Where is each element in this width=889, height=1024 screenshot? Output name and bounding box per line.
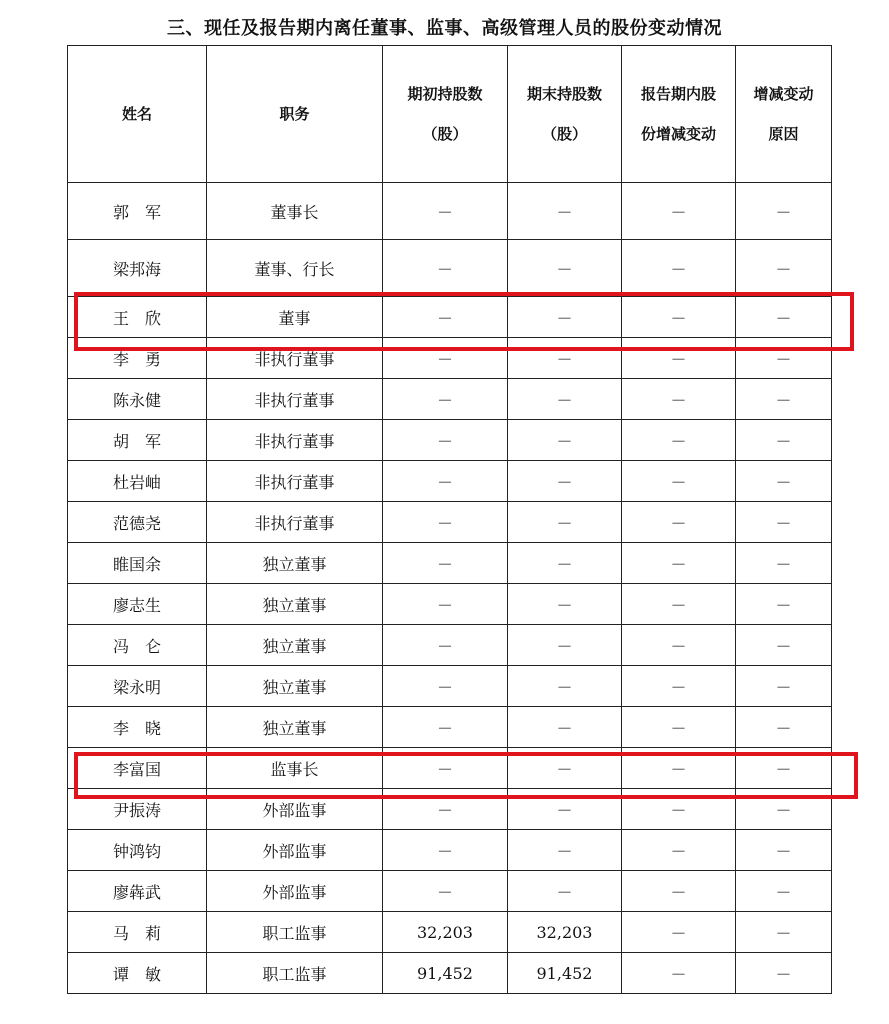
cell-opening-shares: － (383, 707, 508, 748)
cell-closing-shares: － (508, 297, 622, 338)
cell-change: － (622, 748, 736, 789)
cell-closing-shares: － (508, 748, 622, 789)
cell-reason: － (736, 240, 832, 297)
cell-opening-shares: － (383, 543, 508, 584)
table-row (68, 912, 832, 953)
cell-change: － (622, 461, 736, 502)
cell-name: 睢国余 (68, 543, 207, 584)
cell-change: － (622, 183, 736, 240)
cell-name: 马 莉 (68, 912, 207, 953)
cell-closing-shares: － (508, 240, 622, 297)
cell-change: － (622, 502, 736, 543)
cell-reason: － (736, 543, 832, 584)
cell-position: 外部监事 (207, 830, 383, 871)
table-row (68, 584, 832, 625)
cell-closing-shares: － (508, 543, 622, 584)
cell-reason: － (736, 953, 832, 994)
cell-name: 谭 敏 (68, 953, 207, 994)
cell-closing-shares: － (508, 625, 622, 666)
cell-position: 外部监事 (207, 871, 383, 912)
header-name: 姓名 (68, 46, 207, 183)
cell-position: 职工监事 (207, 912, 383, 953)
cell-change: － (622, 420, 736, 461)
cell-position: 非执行董事 (207, 461, 383, 502)
cell-opening-shares: － (383, 830, 508, 871)
cell-position: 外部监事 (207, 789, 383, 830)
cell-reason: － (736, 707, 832, 748)
cell-opening-shares: － (383, 461, 508, 502)
cell-change: － (622, 625, 736, 666)
cell-change: － (622, 953, 736, 994)
cell-name: 李富国 (68, 748, 207, 789)
cell-name: 梁邦海 (68, 240, 207, 297)
cell-closing-shares: 32,203 (508, 912, 622, 953)
cell-change: － (622, 584, 736, 625)
cell-reason: － (736, 297, 832, 338)
cell-name: 梁永明 (68, 666, 207, 707)
cell-position: 监事长 (207, 748, 383, 789)
table-row (68, 240, 832, 297)
cell-position: 独立董事 (207, 543, 383, 584)
cell-closing-shares: － (508, 584, 622, 625)
header-row (68, 46, 832, 183)
cell-change: － (622, 789, 736, 830)
cell-position: 独立董事 (207, 707, 383, 748)
shareholding-table (67, 45, 832, 994)
table-row (68, 953, 832, 994)
cell-change: － (622, 707, 736, 748)
cell-name: 尹振涛 (68, 789, 207, 830)
cell-reason: － (736, 830, 832, 871)
cell-name: 钟鸿钧 (68, 830, 207, 871)
cell-reason: － (736, 666, 832, 707)
cell-name: 杜岩岫 (68, 461, 207, 502)
cell-name: 李 勇 (68, 338, 207, 379)
cell-opening-shares: － (383, 240, 508, 297)
cell-opening-shares: － (383, 666, 508, 707)
cell-position: 非执行董事 (207, 338, 383, 379)
cell-reason: － (736, 379, 832, 420)
cell-closing-shares: － (508, 789, 622, 830)
cell-name: 胡 军 (68, 420, 207, 461)
header-position: 职务 (207, 46, 383, 183)
highlight-box-li-fuguo (74, 752, 858, 799)
table-row (68, 666, 832, 707)
table-row (68, 379, 832, 420)
cell-reason: － (736, 183, 832, 240)
cell-reason: － (736, 789, 832, 830)
cell-opening-shares: － (383, 748, 508, 789)
cell-closing-shares: － (508, 379, 622, 420)
table-title: 三、现任及报告期内离任董事、监事、高级管理人员的股份变动情况 (167, 18, 722, 39)
cell-change: － (622, 338, 736, 379)
cell-name: 范德尧 (68, 502, 207, 543)
cell-reason: － (736, 584, 832, 625)
table-row (68, 625, 832, 666)
cell-name: 王 欣 (68, 297, 207, 338)
cell-change: － (622, 379, 736, 420)
cell-position: 独立董事 (207, 584, 383, 625)
table-row (68, 543, 832, 584)
cell-name: 陈永健 (68, 379, 207, 420)
cell-name: 郭 军 (68, 183, 207, 240)
cell-closing-shares: － (508, 666, 622, 707)
cell-change: － (622, 871, 736, 912)
cell-position: 独立董事 (207, 666, 383, 707)
table-row (68, 502, 832, 543)
header-closing-shares: 期末持股数 （股） (508, 46, 622, 183)
cell-opening-shares: － (383, 789, 508, 830)
cell-opening-shares: － (383, 871, 508, 912)
cell-reason: － (736, 912, 832, 953)
cell-opening-shares: － (383, 379, 508, 420)
cell-reason: － (736, 420, 832, 461)
table-row (68, 420, 832, 461)
cell-closing-shares: － (508, 461, 622, 502)
cell-closing-shares: － (508, 420, 622, 461)
cell-closing-shares: － (508, 871, 622, 912)
highlight-box-wang-xin (74, 292, 854, 351)
table-row (68, 183, 832, 240)
cell-opening-shares: － (383, 502, 508, 543)
table-row (68, 461, 832, 502)
cell-change: － (622, 830, 736, 871)
cell-opening-shares: 91,452 (383, 953, 508, 994)
cell-opening-shares: － (383, 297, 508, 338)
cell-closing-shares: － (508, 338, 622, 379)
cell-opening-shares: － (383, 584, 508, 625)
header-change: 报告期内股 份增减变动 (622, 46, 736, 183)
cell-closing-shares: 91,452 (508, 953, 622, 994)
cell-position: 独立董事 (207, 625, 383, 666)
table-row (68, 707, 832, 748)
cell-position: 董事 (207, 297, 383, 338)
cell-name: 廖犇武 (68, 871, 207, 912)
cell-name: 李 晓 (68, 707, 207, 748)
cell-change: － (622, 543, 736, 584)
cell-closing-shares: － (508, 183, 622, 240)
cell-position: 非执行董事 (207, 502, 383, 543)
cell-closing-shares: － (508, 502, 622, 543)
cell-position: 职工监事 (207, 953, 383, 994)
cell-closing-shares: － (508, 830, 622, 871)
cell-closing-shares: － (508, 707, 622, 748)
cell-position: 非执行董事 (207, 379, 383, 420)
cell-name: 廖志生 (68, 584, 207, 625)
cell-reason: － (736, 461, 832, 502)
cell-change: － (622, 240, 736, 297)
header-opening-shares: 期初持股数 （股） (383, 46, 508, 183)
cell-change: － (622, 666, 736, 707)
cell-reason: － (736, 748, 832, 789)
cell-change: － (622, 912, 736, 953)
cell-position: 董事、行长 (207, 240, 383, 297)
cell-reason: － (736, 338, 832, 379)
cell-reason: － (736, 625, 832, 666)
cell-opening-shares: － (383, 183, 508, 240)
header-reason: 增减变动 原因 (736, 46, 832, 183)
cell-reason: － (736, 502, 832, 543)
cell-opening-shares: － (383, 420, 508, 461)
cell-opening-shares: － (383, 625, 508, 666)
cell-opening-shares: 32,203 (383, 912, 508, 953)
cell-reason: － (736, 871, 832, 912)
cell-position: 非执行董事 (207, 420, 383, 461)
cell-change: － (622, 297, 736, 338)
cell-position: 董事长 (207, 183, 383, 240)
cell-opening-shares: － (383, 338, 508, 379)
table-row (68, 871, 832, 912)
table-row (68, 830, 832, 871)
cell-name: 冯 仑 (68, 625, 207, 666)
